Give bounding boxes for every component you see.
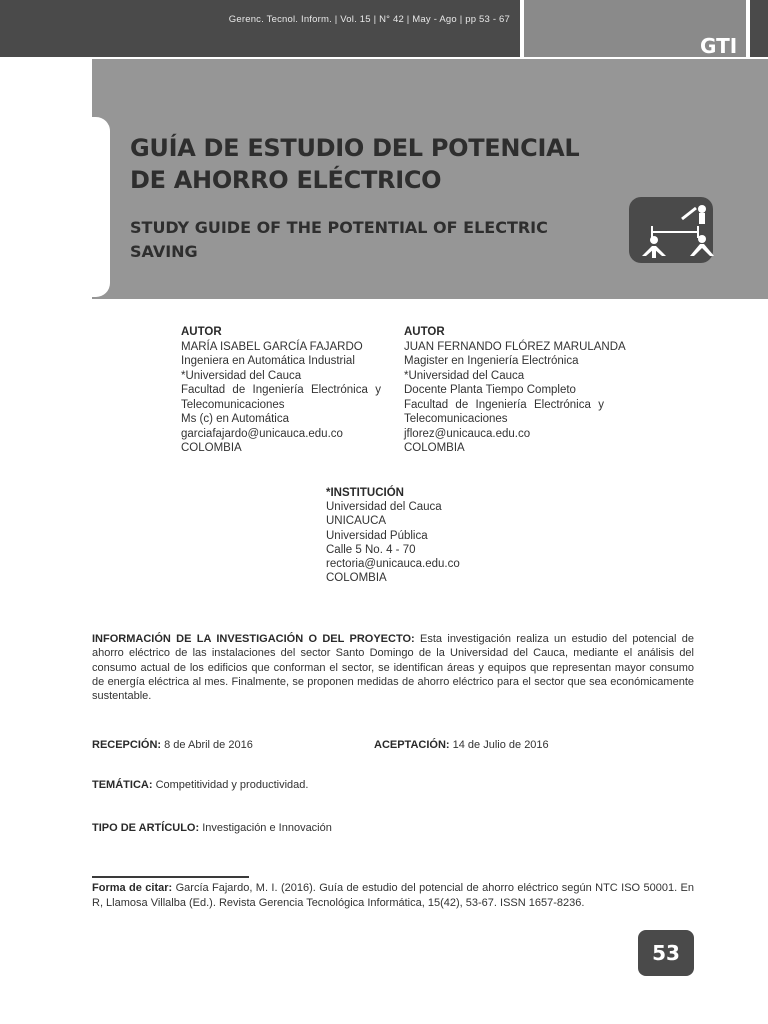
acceptance-value: 14 de Julio de 2016 bbox=[452, 739, 549, 751]
faculty-word: de bbox=[232, 384, 246, 396]
reception-label: RECEPCIÓN: bbox=[92, 739, 162, 751]
faculty-word: y bbox=[375, 384, 381, 396]
header-dark-block bbox=[0, 0, 520, 57]
author-email: jflorez@unicauca.edu.co bbox=[404, 427, 531, 440]
author-name: JUAN FERNANDO FLÓREZ MARULANDA bbox=[404, 340, 626, 353]
citation-label: Forma de citar: bbox=[92, 882, 173, 894]
author-university: *Universidad del Cauca bbox=[181, 369, 302, 382]
article-type bbox=[92, 822, 332, 834]
faculty-word: de bbox=[455, 398, 469, 411]
title-spanish bbox=[130, 132, 650, 196]
electric-network-icon bbox=[628, 196, 714, 264]
title-english bbox=[130, 216, 600, 264]
acceptance-label: ACEPTACIÓN: bbox=[374, 739, 450, 751]
author-email: garciafajardo@unicauca.edu.co bbox=[181, 427, 343, 440]
author-name: MARÍA ISABEL GARCÍA FAJARDO bbox=[181, 340, 363, 353]
author-extra: Docente Planta Tiempo Completo bbox=[404, 384, 576, 396]
institution-label: *INSTITUCIÓN bbox=[326, 487, 404, 499]
citation bbox=[92, 881, 694, 911]
institution-line: COLOMBIA bbox=[326, 572, 387, 585]
topic bbox=[92, 779, 308, 791]
author-degree: Ingeniera en Automática Industrial bbox=[181, 355, 355, 367]
journal-reference: Gerenc. Tecnol. Inform. | Vol. 15 | N° 42 | May - Ago | pp 53 - 67 bbox=[228, 14, 510, 25]
title-english-line: STUDY GUIDE OF THE POTENTIAL OF ELECTRIC bbox=[130, 218, 548, 237]
institution-block bbox=[326, 486, 526, 585]
reception-value: 8 de Abril de 2016 bbox=[164, 739, 253, 751]
header-bar bbox=[0, 0, 768, 57]
title-spanish-line: GUÍA DE ESTUDIO DEL POTENCIAL bbox=[130, 134, 580, 162]
reception-date bbox=[92, 739, 253, 751]
title-english-line: SAVING bbox=[130, 242, 198, 261]
author-block-2 bbox=[404, 325, 626, 456]
title-spanish-line: DE AHORRO ELÉCTRICO bbox=[130, 166, 442, 194]
faculty-word: Ingeniería bbox=[252, 384, 304, 396]
author-label: AUTOR bbox=[181, 326, 222, 338]
institution-line: Universidad del Cauca bbox=[326, 501, 442, 514]
faculty-word: Facultad bbox=[404, 398, 449, 411]
article-type-value: Investigación e Innovación bbox=[202, 822, 332, 834]
faculty-word: Electrónica bbox=[311, 384, 368, 396]
article-type-label: TIPO DE ARTÍCULO: bbox=[92, 822, 200, 834]
journal-logo: GTI bbox=[700, 34, 738, 58]
author-extra: Ms (c) en Automática bbox=[181, 413, 290, 425]
project-info-text: Esta investigación realiza un estudio del potencial de ahorro eléctrico de las instalaciones del sector Santo Domingo de la Universidad del Cauca, mediante el análisis del consumo actual de los edificios que conforman el sector, se identifican áreas y equipos que representan mayor consumo de energía eléctrica al mes. Finalmente, se proponen medidas de ahorro eléctrico para el sector que sea económicamente sustentable. bbox=[92, 633, 694, 703]
author-label: AUTOR bbox=[404, 326, 445, 338]
author-country: COLOMBIA bbox=[404, 442, 465, 454]
institution-line: UNICAUCA bbox=[326, 515, 387, 528]
page-number: 53 bbox=[638, 930, 694, 976]
institution-line: Universidad Pública bbox=[326, 529, 428, 542]
author-faculty-line2: Telecomunicaciones bbox=[404, 413, 508, 425]
project-info bbox=[92, 632, 694, 703]
topic-value: Competitividad y productividad. bbox=[155, 779, 309, 791]
project-info-label: INFORMACIÓN DE LA INVESTIGACIÓN O DEL PROYECTO: bbox=[92, 633, 415, 645]
author-faculty-line2: Telecomunicaciones bbox=[181, 398, 285, 411]
author-faculty-line bbox=[404, 398, 604, 413]
citation-divider bbox=[92, 876, 249, 878]
header-right-block bbox=[750, 0, 768, 57]
author-faculty-line bbox=[181, 383, 381, 398]
author-block-1 bbox=[181, 325, 381, 456]
institution-line: rectoria@unicauca.edu.co bbox=[326, 558, 460, 571]
author-university: *Universidad del Cauca bbox=[404, 369, 525, 382]
faculty-word: y bbox=[598, 398, 604, 411]
title-panel-tab bbox=[92, 117, 110, 297]
faculty-word: Electrónica bbox=[534, 398, 591, 411]
faculty-word: Facultad bbox=[181, 384, 226, 396]
faculty-word: Ingeniería bbox=[475, 398, 527, 411]
institution-line: Calle 5 No. 4 - 70 bbox=[326, 543, 416, 556]
author-degree: Magister en Ingeniería Electrónica bbox=[404, 355, 579, 367]
author-country: COLOMBIA bbox=[181, 442, 242, 454]
topic-label: TEMÁTICA: bbox=[92, 779, 153, 791]
citation-text: García Fajardo, M. I. (2016). Guía de estudio del potencial de ahorro eléctrico según NTC ISO 50001. En R, Llamosa Villalba (Ed.). Revista Gerencia Tecnológica Informática, 15(42), 53-67. ISSN 1657-8236. bbox=[92, 882, 695, 909]
acceptance-date bbox=[374, 739, 549, 751]
